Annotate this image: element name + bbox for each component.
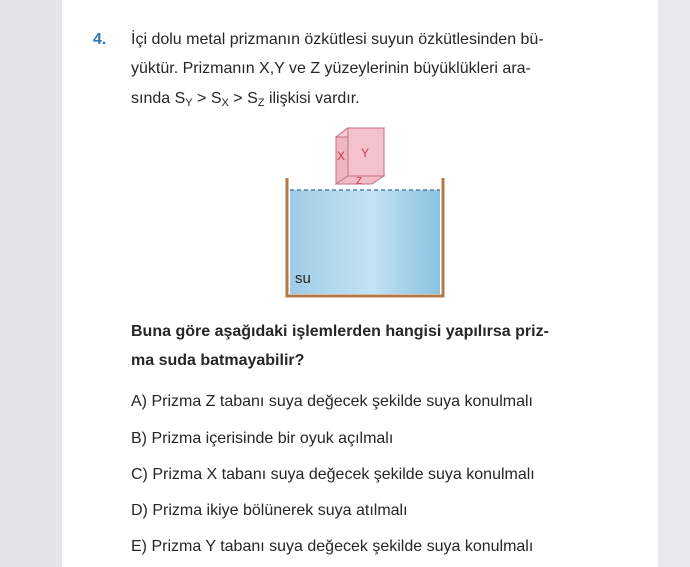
question-line-3 xyxy=(131,90,360,109)
gt-1: > S xyxy=(192,90,222,107)
subscript-y: Y xyxy=(185,97,193,109)
question-number: 4. xyxy=(93,31,107,48)
question-line-2: yüktür. Prizmanın X,Y ve Z yüzeylerinin büyüklükleri ara- xyxy=(131,60,531,77)
label-x: X xyxy=(337,149,346,163)
line3-suffix: ilişkisi vardır. xyxy=(264,90,360,107)
prism-water-figure xyxy=(280,120,450,300)
prompt-line-2: ma suda batmayabilir? xyxy=(131,352,305,369)
label-su: su xyxy=(295,270,311,287)
subscript-z: Z xyxy=(257,97,265,109)
option-a[interactable]: A) Prizma Z tabanı suya değecek şekilde suya konulmalı xyxy=(131,393,533,410)
subscript-x: X xyxy=(221,97,229,109)
option-e[interactable]: E) Prizma Y tabanı suya değecek şekilde suya konulmalı xyxy=(131,538,534,555)
line3-prefix: sında S xyxy=(131,90,186,107)
option-b[interactable]: B) Prizma içerisinde bir oyuk açılmalı xyxy=(131,430,394,447)
left-margin-strip xyxy=(0,0,62,567)
option-c[interactable]: C) Prizma X tabanı suya değecek şekilde suya konulmalı xyxy=(131,466,535,483)
option-d[interactable]: D) Prizma ikiye bölünerek suya atılmalı xyxy=(131,502,408,519)
water xyxy=(290,190,440,294)
question-line-1: İçi dolu metal prizmanın özkütlesi suyun özkütlesinden bü- xyxy=(131,31,544,48)
figure-svg xyxy=(280,120,450,300)
gt-2: > S xyxy=(228,90,258,107)
label-y: Y xyxy=(361,146,370,160)
label-z: Z xyxy=(356,176,363,187)
right-margin-strip xyxy=(658,0,690,567)
prompt-line-1: Buna göre aşağıdaki işlemlerden hangisi yapılırsa priz- xyxy=(131,323,549,340)
